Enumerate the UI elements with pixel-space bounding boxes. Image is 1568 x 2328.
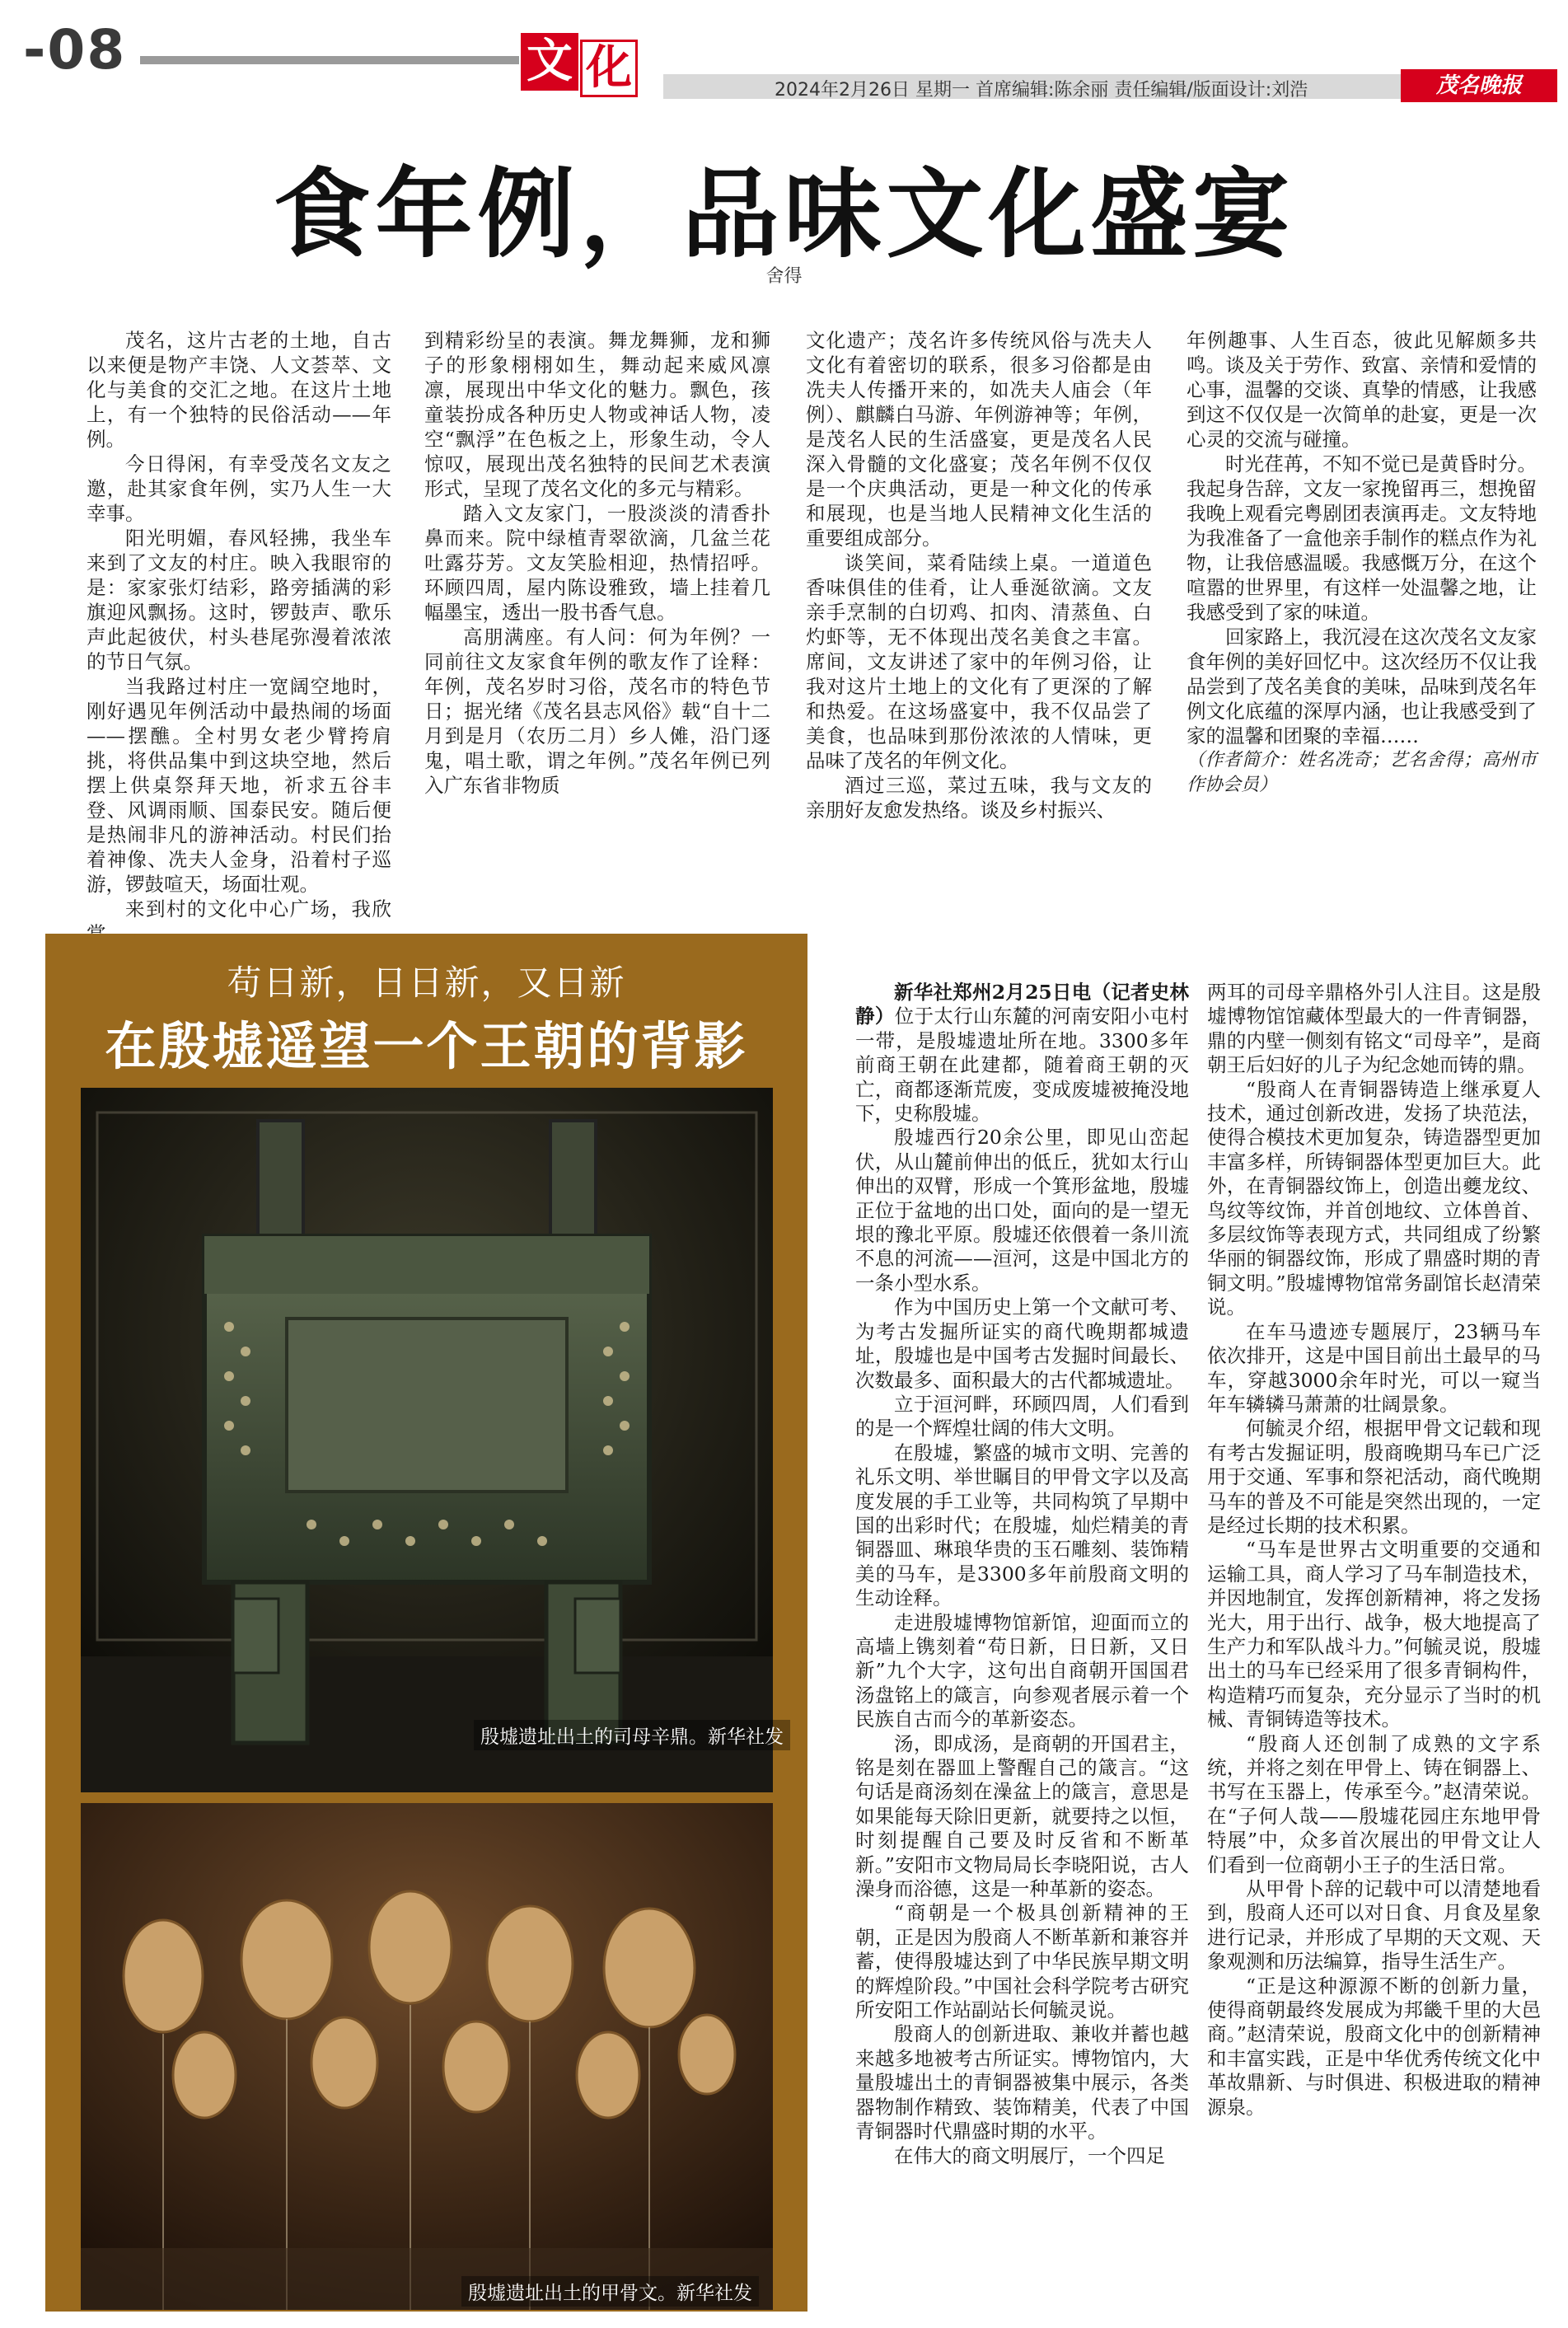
paragraph: 从甲骨卜辞的记载中可以清楚地看到，殷商人还可以对日食、月食及星象进行记录，并形成了早期的天文观、天象观测和历法编算，指导生活生产。 xyxy=(1207,1877,1541,1974)
article-column-3 xyxy=(806,328,1152,822)
feature-column-1 xyxy=(855,981,1189,2168)
paragraph: 作为中国历史上第一个文献可考、为考古发掘所证实的商代晚期都城遗址，殷墟也是中国考古发掘时间最长、次数最多、面积最大的古代都城遗址。 xyxy=(855,1295,1189,1392)
lead-text: 位于太行山东麓的河南安阳小屯村一带，是殷墟遗址所在地。3300多年前商王朝在此建都，随着商王朝的灭亡，商都逐渐荒废，变成废墟被掩没地下，史称殷墟。 xyxy=(855,1005,1189,1126)
paragraph: 汤，即成汤，是商朝的开国君主，铭是刻在器皿上警醒自己的箴言。“这句话是商汤刻在澡盆上的箴言，意思是如果能每天除旧更新，就要持之以恒，时刻提醒自己要及时反省和不断革新。”安阳市文物局局长李晓阳说，古人澡身而浴德，这是一种革新的姿态。 xyxy=(855,1731,1189,1901)
dateline: 新华社郑州2月25日电（记者史林静） xyxy=(855,981,1189,1028)
paragraph: “正是这种源源不断的创新力量，使得商朝最终发展成为邦畿千里的大邑商。”赵清荣说，殷商文化中的创新精神和丰富实践，正是中华优秀传统文化中革故鼎新、与时俱进、积极进取的精神源泉。 xyxy=(1207,1974,1541,2119)
paragraph: 在车马遗迹专题展厅，23辆马车依次排开，这是中国目前出土最早的马车，穿越3000余年时光，可以一窥当年车辚辚马萧萧的壮阔景象。 xyxy=(1207,1319,1541,1416)
oracle-bones-photo-caption: 殷墟遗址出土的甲骨文。新华社发 xyxy=(461,2276,759,2307)
paragraph: “马车是世界古文明重要的交通和运输工具，商人学习了马车制造技术，并因地制宜，发挥创新精神，将之发扬光大，用于出行、战争，极大地提高了生产力和军队战斗力。”何毓灵说，殷墟出土的马车已经采用了很多青铜构件，构造精巧而复杂，充分显示了当时的机械、青铜铸造等技术。 xyxy=(1207,1538,1541,1731)
paragraph: 阳光明媚，春风轻拂，我坐车来到了文友的村庄。映入我眼帘的是：家家张灯结彩，路旁插满的彩旗迎风飘扬。这时，锣鼓声、歌乐声此起彼伏，村头巷尾弥漫着浓浓的节日气氛。 xyxy=(87,527,391,673)
author-note: （作者简介：姓名冼奇；艺名舍得；高州市作协会员） xyxy=(1187,750,1537,795)
article-column-2 xyxy=(424,328,770,798)
ding-photo xyxy=(81,1088,773,1792)
article-byline: 舍得 xyxy=(765,266,803,287)
section-char-2: 化 xyxy=(580,40,638,97)
paragraph: 立于洹河畔，环顾四周，人们看到的是一个辉煌壮阔的伟大文明。 xyxy=(855,1392,1189,1440)
paragraph: 文化遗产；茂名许多传统风俗与冼夫人文化有着密切的联系，很多习俗都是由冼夫人传播开来的，如冼夫人庙会（年例）、麒麟白马游、年例游神等；年例，是茂名人民的生活盛宴，更是茂名人民深入骨髓的文化盛宴；茂名年例不仅仅是一个庆典活动，更是一种文化的传承和展现，也是当地人民精神文化生活的重要组成部分。 xyxy=(806,329,1152,550)
paragraph: 走进殷墟博物馆新馆，迎面而立的高墙上镌刻着“苟日新，日日新，又日新”九个大字，这句出自商朝开国国君汤盘铭上的箴言，向参观者展示着一个民族自古而今的革新姿态。 xyxy=(855,1610,1189,1731)
paragraph: 茂名，这片古老的土地，自古以来便是物产丰饶、人文荟萃、文化与美食的交汇之地。在这片土地上，有一个独特的民俗活动——年例。 xyxy=(87,329,391,451)
paragraph: “商朝是一个极具创新精神的王朝，正是因为殷商人不断革新和兼容并蓄，使得殷墟达到了中华民族早期文明的辉煌阶段。”中国社会科学院考古研究所安阳工作站副站长何毓灵说。 xyxy=(855,1901,1189,2022)
paragraph: “殷商人在青铜器铸造上继承夏人技术，通过创新改进，发扬了块范法，使得合模技术更加复杂，铸造器型更加丰富多样，所铸铜器体型更加巨大。此外，在青铜器纹饰上，创造出夔龙纹、鸟纹等纹饰，并首创地纹、立体兽首、多层纹饰等表现方式，共同组成了纷繁华丽的铜器纹饰，形成了鼎盛时期的青铜文明。”殷墟博物馆常务副馆长赵清荣说。 xyxy=(1207,1077,1541,1319)
paragraph: 回家路上，我沉浸在这次茂名文友家食年例的美好回忆中。这次经历不仅让我品尝到了茂名美食的美味，品味到茂名年例文化底蕴的深厚内涵，也让我感受到了家的温馨和团聚的幸福…… xyxy=(1187,625,1537,747)
paragraph: 殷商人的创新进取、兼收并蓄也越来越多地被考古所证实。博物馆内，大量殷墟出土的青铜器被集中展示，各类器物制作精致、装饰精美，代表了中国青铜器时代鼎盛时期的水平。 xyxy=(855,2022,1189,2143)
oracle-bones-photo xyxy=(81,1803,773,2310)
article-column-1 xyxy=(87,328,391,946)
paragraph: 何毓灵介绍，根据甲骨文记载和现有考古发掘证明，殷商晚期马车已广泛用于交通、军事和祭祀活动，商代晚期马车的普及不可能是突然出现的，一定是经过长期的技术积累。 xyxy=(1207,1417,1541,1537)
masthead-logo: 茂名晚报 xyxy=(1401,69,1557,102)
feature-kicker: 苟日新，日日新，又日新 xyxy=(227,963,626,1003)
header-info: 2024年2月26日 星期一 首席编辑:陈余丽 责任编辑/版面设计:刘浩 xyxy=(775,80,1308,101)
paragraph: 在殷墟，繁盛的城市文明、完善的礼乐文明、举世瞩目的甲骨文字以及高度发展的手工业等，共同构筑了早期中国的出彩时代；在殷墟，灿烂精美的青铜器皿、琳琅华贵的玉石雕刻、装饰精美的马车，是3300多年前殷商文明的生动诠释。 xyxy=(855,1440,1189,1610)
section-logo xyxy=(521,33,644,99)
feature-title: 在殷墟遥望一个王朝的背影 xyxy=(105,1016,748,1076)
ding-photo-caption: 殷墟遗址出土的司母辛鼎。新华社发 xyxy=(474,1720,790,1750)
paragraph: 在伟大的商文明展厅，一个四足 xyxy=(894,2143,1165,2167)
paragraph: 到精彩纷呈的表演。舞龙舞狮，龙和狮子的形象栩栩如生，舞动起来威风凛凛，展现出中华文化的魅力。飘色，孩童装扮成各种历史人物或神话人物，凌空“飘浮”在色板之上，形象生动，令人惊叹，展现出茂名独特的民间艺术表演形式，呈现了茂名文化的多元与精彩。 xyxy=(424,329,770,500)
paragraph: “殷商人还创制了成熟的文字系统，并将之刻在甲骨上、铸在铜器上、书写在玉器上，传承至今。”赵清荣说。在“子何人哉——殷墟花园庄东地甲骨特展”中，众多首次展出的甲骨文让人们看到一位商朝小王子的生活日常。 xyxy=(1207,1731,1541,1876)
paragraph xyxy=(855,981,1189,1126)
paragraph: 当我路过村庄一宽阔空地时，刚好遇见年例活动中最热闹的场面——摆醮。全村男女老少臂挎肩挑，将供品集中到这块空地，然后摆上供桌祭拜天地，祈求五谷丰登、风调雨顺、国泰民安。随后便是热闹非凡的游神活动。村民们抬着神像、冼夫人金身，沿着村子巡游，锣鼓喧天，场面壮观。 xyxy=(87,675,391,896)
paragraph: 谈笑间，菜肴陆续上桌。一道道色香味俱佳的佳肴，让人垂涎欲滴。文友亲手烹制的白切鸡、扣肉、清蒸鱼、白灼虾等，无不体现出茂名美食之丰富。席间，文友讲述了家中的年例习俗，让我对这片土地上的文化有了更深的了解和热爱。在这场盛宴中，我不仅品尝了美食，也品味到那份浓浓的人情味，更品味了茂名的年例文化。 xyxy=(806,551,1152,772)
paragraph: 殷墟西行20余公里，即见山峦起伏，从山麓前伸出的低丘，犹如太行山伸出的双臂，形成一个箕形盆地，殷墟正位于盆地的出口处，面向的是一望无垠的豫北平原。殷墟还依偎着一条川流不息的河流——洹河，这是中国北方的一条小型水系。 xyxy=(855,1126,1189,1295)
header-rule xyxy=(140,56,519,64)
feature-column-2 xyxy=(1207,981,1541,2120)
paragraph: 酒过三巡，菜过五味，我与文友的亲朋好友愈发热络。谈及乡村振兴、 xyxy=(806,774,1152,822)
paragraph: 年例趣事、人生百态，彼此见解颇多共鸣。谈及关于劳作、致富、亲情和爱情的心事，温馨的交谈、真挚的情感，让我感到这不仅仅是一次简单的赴宴，更是一次心灵的交流与碰撞。 xyxy=(1187,329,1537,451)
paragraph: 两耳的司母辛鼎格外引人注目。这是殷墟博物馆馆藏体型最大的一件青铜器，鼎的内壁一侧刻有铭文“司母辛”，是商朝王后妇好的儿子为纪念她而铸的鼎。 xyxy=(1207,981,1541,1077)
paragraph: 今日得闲，有幸受茂名文友之邀，赴其家食年例，实乃人生一大幸事。 xyxy=(87,452,391,525)
paragraph: 时光荏苒，不知不觉已是黄昏时分。我起身告辞，文友一家挽留再三，想挽留我晚上观看完粤剧团表演再走。文友特地为我准备了一盒他亲手制作的糕点作为礼物，让我倍感温暖。我感慨万分，在这个喧嚣的世界里，有这样一处温馨之地，让我感受到了家的味道。 xyxy=(1187,452,1537,624)
paragraph: 来到村的文化中心广场，我欣 xyxy=(125,897,391,920)
article-column-4 xyxy=(1187,328,1537,798)
paragraph: 高朋满座。有人问：何为年例？一同前往文友家食年例的歌友作了诠释：年例，茂名岁时习俗，茂名市的特色节日；据光绪《茂名县志风俗》载“自十二月到是月（农历二月）乡人傩，沿门逐鬼，唱土歌，谓之年例。”茂名年例已列入广东省非物质 xyxy=(424,625,770,797)
article-headline: 食年例，品味文化盛宴 xyxy=(273,157,1295,271)
page-number: -08 xyxy=(23,18,127,82)
paragraph: 踏入文友家门，一股淡淡的清香扑鼻而来。院中绿植青翠欲滴，几盆兰花吐露芬芳。文友笑脸相迎，热情招呼。环顾四周，屋内陈设雅致，墙上挂着几幅墨宝，透出一股书香气息。 xyxy=(424,502,770,624)
section-char-1: 文 xyxy=(521,33,578,91)
